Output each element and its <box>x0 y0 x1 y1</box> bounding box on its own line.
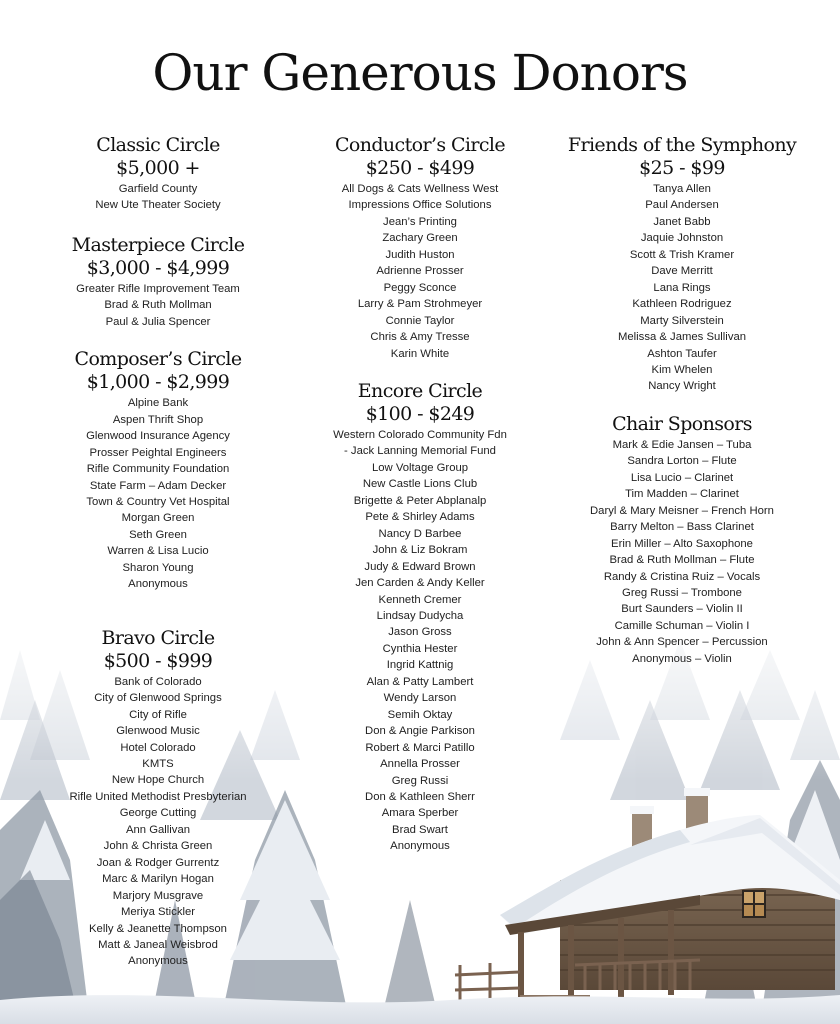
conductors-circle-section <box>300 134 540 362</box>
donor-name: Alpine Bank <box>127 397 189 410</box>
donor-name: Tim Madden – Clarinet <box>625 488 739 501</box>
donor-name: Burt Saunders – Violin II <box>621 603 743 616</box>
donor-name: Greater Rifle Improvement Team <box>76 282 240 295</box>
donor-name: Anonymous – Violin <box>632 652 732 665</box>
donor-name: New Castle Lions Club <box>362 478 478 491</box>
donor-name: Melissa & James Sullivan <box>617 331 747 344</box>
donor-name: Cynthia Hester <box>382 642 458 655</box>
donor-name: Nancy Wright <box>648 380 716 393</box>
section-range: $1,000 - $2,999 <box>86 371 230 394</box>
donor-name: Mark & Edie Jansen – Tuba <box>612 438 752 451</box>
donor-name: Glenwood Insurance Agency <box>86 430 230 443</box>
donor-name: Jaquie Johnston <box>640 232 724 245</box>
donor-name: Bank of Colorado <box>114 675 202 688</box>
donor-name: Anonymous <box>390 840 450 853</box>
donor-name: Ann Gallivan <box>125 823 191 836</box>
donor-name: Lisa Lucio – Clarinet <box>630 471 734 484</box>
section-title: Composer’s Circle <box>74 348 242 371</box>
donor-name: Brad & Ruth Mollman <box>104 299 212 312</box>
donor-name: Greg Russi – Trombone <box>622 586 742 599</box>
donor-name: Jen Carden & Andy Keller <box>355 577 485 590</box>
donor-list <box>38 674 278 970</box>
donor-name: John & Christa Green <box>103 840 213 853</box>
donor-name: Don & Kathleen Sherr <box>365 790 475 803</box>
donor-name: Nancy D Barbee <box>378 527 462 540</box>
donor-name: New Hope Church <box>111 774 205 787</box>
donor-name: George Cutting <box>119 807 197 820</box>
donor-name: Morgan Green <box>121 512 195 525</box>
donor-name: Peggy Sconce <box>383 281 457 294</box>
donor-name: Brad & Ruth Mollman – Flute <box>609 554 755 567</box>
section-title: Conductor’s Circle <box>334 134 506 156</box>
bravo-circle-section <box>38 627 278 970</box>
donor-name: Zachary Green <box>382 232 458 245</box>
donor-name: Amara Sperber <box>381 807 459 820</box>
donor-name: Marty Silverstein <box>640 314 724 327</box>
donor-name: Barry Melton – Bass Clarinet <box>610 521 754 534</box>
donor-name: Kelly & Jeanette Thompson <box>89 922 227 935</box>
section-title: Encore Circle <box>357 379 483 402</box>
donor-name: Matt & Janeal Weisbrod <box>98 938 218 951</box>
donor-name: Hotel Colorado <box>120 741 196 754</box>
donor-name: Larry & Pam Strohmeyer <box>357 298 483 311</box>
composers-circle-section <box>38 348 278 592</box>
section-range: $250 - $499 <box>365 157 475 179</box>
donor-name: Marjory Musgrave <box>112 889 204 902</box>
encore-circle-section <box>300 380 540 855</box>
donor-name: Kathleen Rodriguez <box>632 298 732 311</box>
donor-name: Marc & Marilyn Hogan <box>102 873 214 886</box>
donor-name: Anonymous <box>128 955 188 968</box>
section-title: Friends of the Symphony <box>567 134 797 156</box>
donor-name: Kenneth Cremer <box>378 593 462 606</box>
donor-name: Lana Rings <box>653 281 711 294</box>
donor-name: Joan & Rodger Gurrentz <box>96 856 220 869</box>
donor-name: Karin White <box>390 347 450 360</box>
donor-name: Pete & Shirley Adams <box>365 511 475 524</box>
donor-name: Kim Whelen <box>651 363 713 376</box>
donor-name: Ingrid Kattnig <box>386 659 454 672</box>
donor-list <box>38 281 278 330</box>
donor-name: Judith Huston <box>385 248 455 261</box>
section-title: Chair Sponsors <box>612 412 752 435</box>
donor-name: Scott & Trish Kramer <box>629 248 735 261</box>
donor-name: Paul Andersen <box>645 199 719 212</box>
donor-list <box>562 437 802 667</box>
donor-name: Western Colorado Community Fdn <box>333 428 507 441</box>
donor-name: Adrienne Prosser <box>376 265 464 278</box>
donor-name: Erin Miller – Alto Saxophone <box>611 537 753 550</box>
donor-name: Sharon Young <box>122 561 194 574</box>
section-title: Classic Circle <box>96 134 220 156</box>
donor-name: Ashton Taufer <box>647 347 717 360</box>
donor-name: Dave Merritt <box>651 265 713 278</box>
donor-name: Daryl & Mary Meisner – French Horn <box>590 504 774 517</box>
donor-name: Robert & Marci Patillo <box>365 741 475 754</box>
donor-name: Jason Gross <box>388 626 452 639</box>
section-range: $5,000 + <box>116 157 200 179</box>
donor-name: New Ute Theater Society <box>95 199 221 212</box>
donor-name: State Farm – Adam Decker <box>89 479 227 492</box>
donor-name: Jean’s Printing <box>383 215 457 228</box>
donor-name: Alan & Patty Lambert <box>366 675 474 688</box>
donor-name: Brad Swart <box>392 823 448 836</box>
donor-name: Anonymous <box>128 578 188 591</box>
section-title: Bravo Circle <box>101 626 215 649</box>
donor-list <box>38 395 278 592</box>
donor-name: Brigette & Peter Abplanalp <box>353 494 487 507</box>
donor-name: Randy & Cristina Ruiz – Vocals <box>603 570 761 583</box>
donor-name: Judy & Edward Brown <box>364 560 476 573</box>
donor-name: Wendy Larson <box>383 692 457 705</box>
donor-name: Paul & Julia Spencer <box>105 315 211 328</box>
donor-name: Rifle Community Foundation <box>86 463 230 476</box>
donor-name: All Dogs & Cats Wellness West <box>341 183 499 195</box>
donor-list <box>38 181 278 214</box>
donor-name: Prosser Peightal Engineers <box>89 446 227 459</box>
section-range: $3,000 - $4,999 <box>86 256 230 279</box>
donor-column-3 <box>562 134 802 667</box>
donor-name: Chris & Amy Tresse <box>370 331 470 344</box>
classic-circle-section <box>38 134 278 214</box>
donor-name: Low Voltage Group <box>371 461 469 474</box>
donor-name: Camille Schuman – Violin I <box>614 619 750 632</box>
donor-name: Semih Oktay <box>387 708 453 721</box>
donor-name: Greg Russi <box>391 774 449 787</box>
donor-list <box>562 181 802 395</box>
donor-name: Glenwood Music <box>116 725 200 738</box>
donor-name: - Jack Lanning Memorial Fund <box>344 445 496 458</box>
donor-name: Janet Babb <box>653 215 711 228</box>
donor-name: Connie Taylor <box>385 314 455 327</box>
donor-name: Don & Angie Parkison <box>365 725 475 738</box>
donor-name: Garfield County <box>118 183 198 195</box>
donor-column-2 <box>300 134 540 855</box>
donor-name: Warren & Lisa Lucio <box>107 545 209 558</box>
donor-list <box>300 181 540 362</box>
section-title: Masterpiece Circle <box>71 233 245 256</box>
donor-name: City of Glenwood Springs <box>94 692 222 705</box>
friends-of-symphony-section <box>562 134 802 395</box>
donor-name: Impressions Office Solutions <box>348 199 492 212</box>
donor-name: John & Ann Spencer – Percussion <box>596 636 768 649</box>
donor-name: John & Liz Bokram <box>372 544 468 557</box>
donor-name: Seth Green <box>129 528 187 541</box>
section-range: $25 - $99 <box>639 157 725 179</box>
section-range: $100 - $249 <box>365 402 475 425</box>
donor-name: Annella Prosser <box>380 758 460 771</box>
masterpiece-circle-section <box>38 234 278 330</box>
donor-column-1 <box>38 134 278 970</box>
donor-name: Town & Country Vet Hospital <box>86 495 230 508</box>
donor-name: Rifle United Methodist Presbyterian <box>69 790 247 803</box>
donor-name: Meriya Stickler <box>120 906 196 919</box>
donor-name: Lindsay Dudycha <box>376 609 464 622</box>
donor-name: KMTS <box>142 757 174 770</box>
donor-name: Aspen Thrift Shop <box>112 413 204 426</box>
chair-sponsors-section <box>562 413 802 667</box>
donor-name: Sandra Lorton – Flute <box>627 455 737 468</box>
donor-name: City of Rifle <box>129 708 187 721</box>
donor-list <box>300 427 540 855</box>
section-range: $500 - $999 <box>103 649 213 672</box>
donor-name: Tanya Allen <box>653 183 711 195</box>
page-title: Our Generous Donors <box>152 44 688 102</box>
